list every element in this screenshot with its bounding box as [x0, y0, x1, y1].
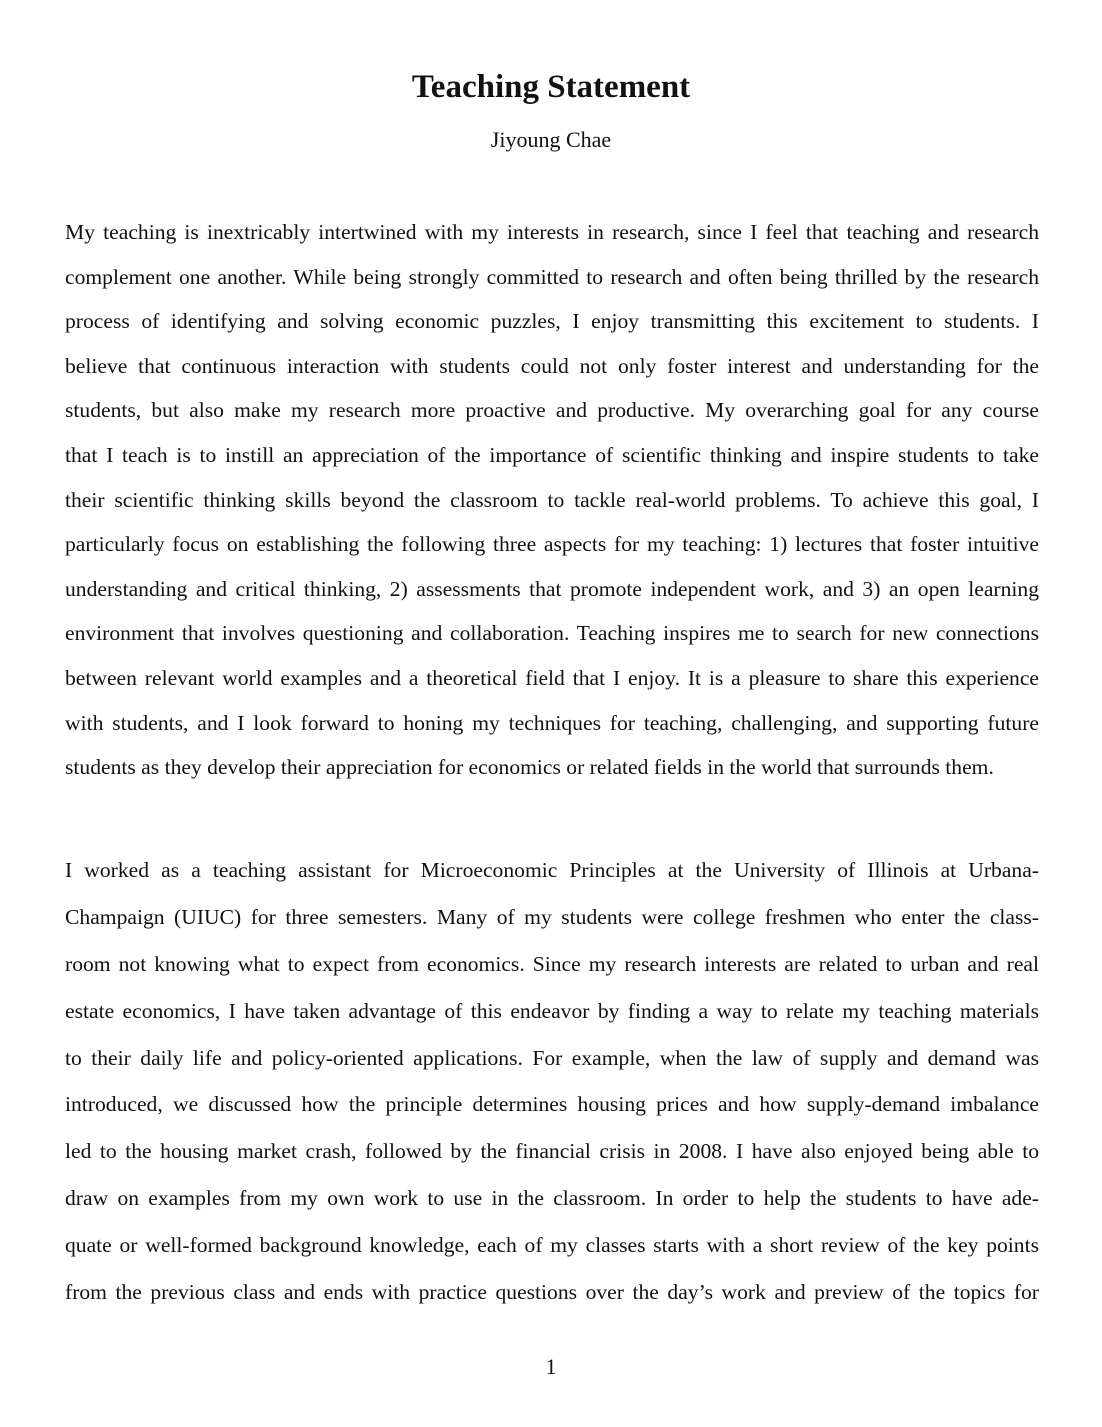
text-line: with students, and I look forward to honing my techniques for teaching, challenging, and supporting future	[65, 710, 1039, 735]
text-line: understanding and critical thinking, 2) assessments that promote independent work, and 3) an open learning	[65, 576, 1039, 601]
text-line: process of identifying and solving economic puzzles, I enjoy transmitting this excitement to students. I	[65, 309, 1039, 334]
text-line: led to the housing market crash, followed by the financial crisis in 2008. I have also enjoyed being able to	[65, 1139, 1039, 1164]
text-line: believe that continuous interaction with students could not only foster interest and understanding for the	[65, 353, 1039, 378]
text-line: their scientific thinking skills beyond the classroom to tackle real-world problems. To achieve this goal, I	[65, 487, 1039, 512]
text-line: between relevant world examples and a theoretical field that I enjoy. It is a pleasure to share this experience	[65, 665, 1039, 690]
text-line: estate economics, I have taken advantage of this endeavor by finding a way to relate my teaching materials	[65, 998, 1039, 1023]
text-line: students as they develop their appreciation for economics or related fields in the world that surrounds them.	[65, 755, 994, 780]
text-line: introduced, we discussed how the principle determines housing prices and how supply-demand imbalance	[65, 1092, 1039, 1117]
text-line: draw on examples from my own work to use in the classroom. In order to help the students to have ade-	[65, 1186, 1039, 1211]
text-line: particularly focus on establishing the following three aspects for my teaching: 1) lectures that foster intuitive	[65, 532, 1039, 557]
text-line: complement one another. While being strongly committed to research and often being thrilled by the research	[65, 264, 1039, 289]
paragraph-2	[65, 850, 1039, 1319]
text-line: that I teach is to instill an appreciation of the importance of scientific thinking and inspire students to take	[65, 442, 1039, 467]
text-line: to their daily life and policy-oriented applications. For example, when the law of supply and demand was	[65, 1045, 1039, 1070]
author-name: Jiyoung Chae	[490, 127, 612, 152]
text-line: Champaign (UIUC) for three semesters. Many of my students were college freshmen who enter the class-	[65, 904, 1039, 929]
paragraph-1	[65, 212, 1039, 792]
document-title: Teaching Statement	[411, 69, 691, 105]
page-number: 1	[545, 1354, 557, 1379]
text-line: environment that involves questioning and collaboration. Teaching inspires me to search for new connections	[65, 621, 1039, 646]
text-line: students, but also make my research more proactive and productive. My overarching goal for any course	[65, 398, 1039, 423]
text-line: I worked as a teaching assistant for Microeconomic Principles at the University of Illinois at Urbana-	[65, 858, 1039, 882]
text-line: room not knowing what to expect from economics. Since my research interests are related to urban and real	[65, 951, 1039, 976]
text-line: My teaching is inextricably intertwined with my interests in research, since I feel that teaching and research	[65, 220, 1039, 244]
text-line: quate or well-formed background knowledge, each of my classes starts with a short review of the key points	[65, 1233, 1039, 1258]
text-line: from the previous class and ends with practice questions over the day’s work and preview of the topics for	[65, 1280, 1039, 1305]
